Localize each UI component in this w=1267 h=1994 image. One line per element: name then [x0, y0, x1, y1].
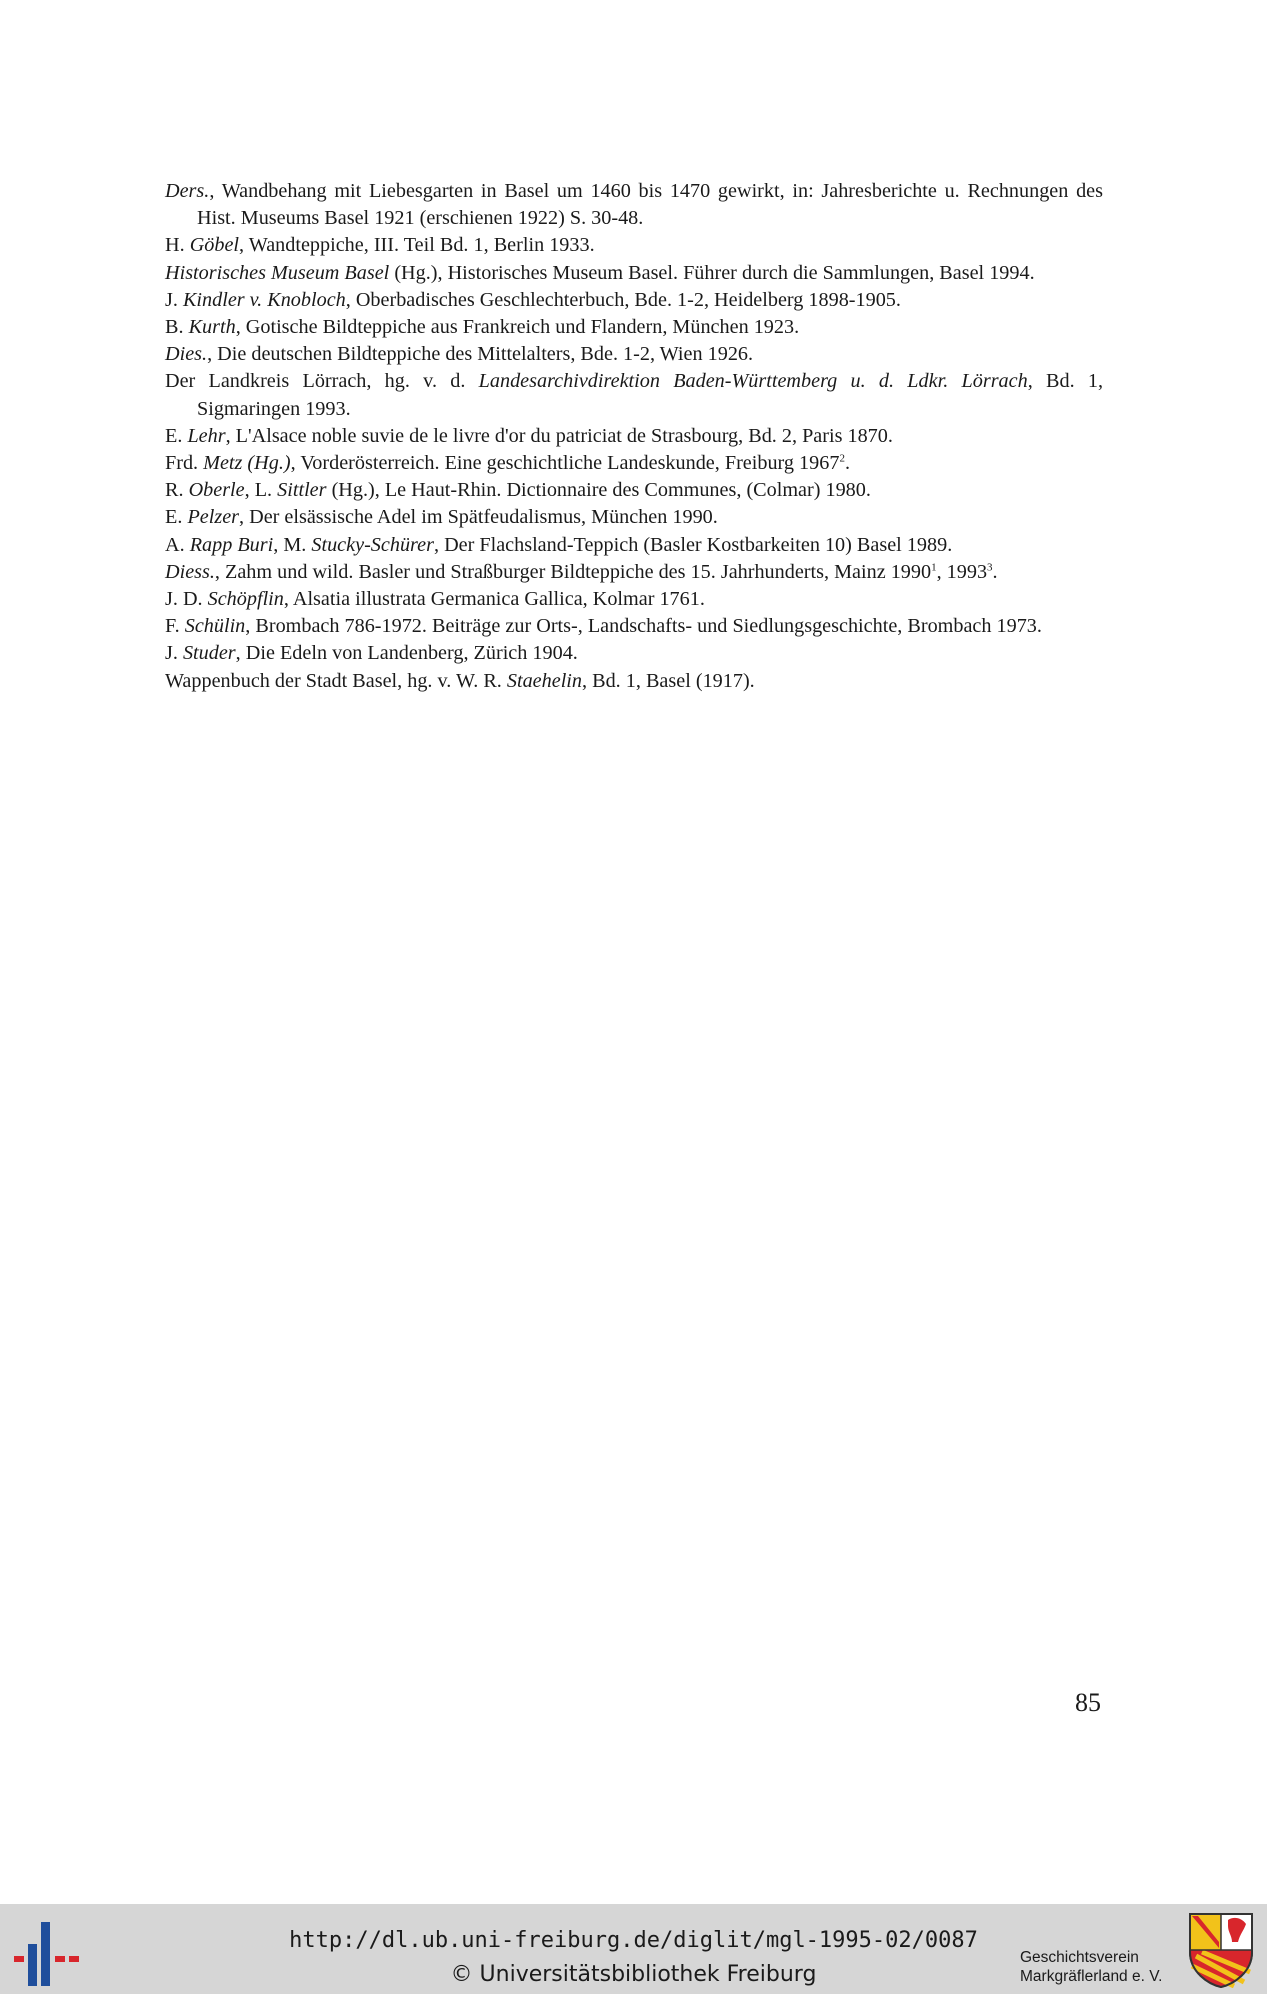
bibliography-entry [165, 586, 1103, 613]
citation-text: , Wandbehang mit Liebesgarten in Basel um 1460 bis 1470 gewirkt, in: Jahresberichte u. Rechnungen des Hist. Museums Basel 1921 (erschienen 1922) S. 30-48. [197, 180, 1103, 230]
citation-text: , M. [273, 533, 312, 556]
bibliography-entry [165, 178, 1103, 232]
citation-text: . [992, 560, 998, 583]
citation-text: Der Landkreis Lörrach, hg. v. d. [165, 370, 479, 393]
citation-text: , Zahm und wild. Basler und Straßburger Bildteppiche des 15. Jahrhunderts, Mainz 1990 [214, 560, 932, 583]
bibliography-entry [165, 613, 1103, 640]
bibliography-entry [165, 287, 1103, 314]
society-name [1020, 1948, 1162, 1986]
bibliography-entry [165, 504, 1103, 531]
author-name: Dies. [165, 343, 208, 366]
citation-text: R. [165, 479, 189, 502]
citation-text: E. [165, 506, 188, 529]
citation-text: , Alsatia illustrata Germanica Gallica, Kolmar 1761. [283, 588, 705, 611]
citation-text: J. D. [165, 588, 208, 611]
author-name: Stucky-Schürer [311, 533, 434, 556]
citation-text: Wappenbuch der Stadt Basel, hg. v. W. R. [165, 669, 507, 692]
citation-text: , Bd. 1, Basel (1917). [582, 669, 755, 692]
author-name: Studer [182, 642, 236, 665]
author-name: Metz (Hg.) [203, 452, 291, 475]
author-name: Schülin [184, 615, 246, 638]
bibliography-entry [165, 368, 1103, 422]
author-name: Ders. [165, 180, 210, 202]
author-name: Rapp Buri [189, 533, 274, 556]
author-name: Lehr [187, 424, 226, 447]
citation-text: J. [165, 288, 183, 311]
bibliography-entry [165, 314, 1103, 341]
bibliography-entry [165, 341, 1103, 368]
citation-text: , Der Flachsland-Teppich (Basler Kostbarkeiten 10) Basel 1989. [433, 533, 953, 556]
citation-text: J. [165, 642, 183, 665]
edition-superscript: 1 [931, 561, 937, 574]
society-name-line1: Geschichtsverein [1020, 1949, 1139, 1966]
citation-text: , Vorderösterreich. Eine geschichtliche Landeskunde, Freiburg 1967 [290, 452, 840, 475]
citation-text: H. [165, 234, 190, 257]
citation-text: , L'Alsace noble suvie de le livre d'or du patriciat de Strasbourg, Bd. 2, Paris 1870. [225, 424, 893, 447]
author-name: Pelzer [187, 506, 240, 529]
citation-text: , Bd. 1, Sigmaringen 1993. [197, 370, 1104, 420]
citation-text: , Oberbadisches Geschlechterbuch, Bde. 1-2, Heidelberg 1898-1905. [345, 288, 901, 311]
citation-text: E. [165, 424, 188, 447]
author-name: Historisches Museum Basel [165, 261, 390, 284]
citation-text: B. [165, 316, 189, 339]
author-name: Kindler v. Knobloch [182, 288, 346, 311]
citation-text: A. [165, 533, 190, 556]
citation-text: F. [165, 615, 185, 638]
bibliography-entry [165, 640, 1103, 667]
bibliography-entry [165, 559, 1103, 586]
citation-text: . [844, 452, 850, 475]
citation-text: (Hg.), Le Haut-Rhin. Dictionnaire des Communes, (Colmar) 1980. [326, 479, 871, 502]
citation-text: , L. [244, 479, 278, 502]
citation-text: , 1993 [936, 560, 988, 583]
society-name-line2: Markgräflerland e. V. [1020, 1968, 1163, 1985]
bibliography-entry [165, 532, 1103, 559]
citation-text: , Die Edeln von Landenberg, Zürich 1904. [235, 642, 578, 665]
author-name: Schöpflin [207, 588, 284, 611]
bibliography-entry [165, 232, 1103, 259]
bibliography-entry [165, 423, 1103, 450]
citation-text: , Brombach 786-1972. Beiträge zur Orts-, Landschafts- und Siedlungsgeschichte, Brombach 1973. [245, 615, 1042, 638]
author-name: Diess. [165, 560, 215, 583]
page-number: 85 [1075, 1688, 1101, 1717]
author-name: Staehelin [506, 669, 583, 692]
author-name: Landesarchivdirektion Baden-Württemberg u. d. Ldkr. Lörrach [478, 370, 1028, 393]
author-name: Göbel [189, 234, 240, 257]
citation-text: Frd. [165, 452, 204, 475]
author-name: Kurth [188, 316, 236, 339]
citation-text: , Wandteppiche, III. Teil Bd. 1, Berlin 1933. [239, 234, 595, 257]
footer-copyright: © Universitätsbibliothek Freiburg [450, 1962, 817, 1987]
edition-superscript: 2 [839, 452, 845, 465]
bibliography-entry [165, 477, 1103, 504]
author-name: Sittler [277, 479, 327, 502]
citation-text: , Der elsässische Adel im Spätfeudalismus, München 1990. [239, 506, 718, 529]
footer-bar [0, 1904, 1267, 1994]
citation-text: (Hg.), Historisches Museum Basel. Führer durch die Sammlungen, Basel 1994. [389, 261, 1035, 284]
footer-url-link[interactable]: http://dl.ub.uni-freiburg.de/diglit/mgl-1995-02/0087 [289, 1928, 978, 1953]
bibliography-list [165, 178, 1103, 695]
bibliography-entry [165, 668, 1103, 695]
edition-superscript: 3 [987, 561, 993, 574]
bibliography-entry [165, 260, 1103, 287]
coat-of-arms-icon[interactable] [1188, 1912, 1254, 1988]
citation-text: , Die deutschen Bildteppiche des Mittelalters, Bde. 1-2, Wien 1926. [207, 343, 754, 366]
bibliography-entry [165, 450, 1103, 477]
citation-text: , Gotische Bildteppiche aus Frankreich und Flandern, München 1923. [235, 316, 800, 339]
author-name: Oberle [188, 479, 245, 502]
